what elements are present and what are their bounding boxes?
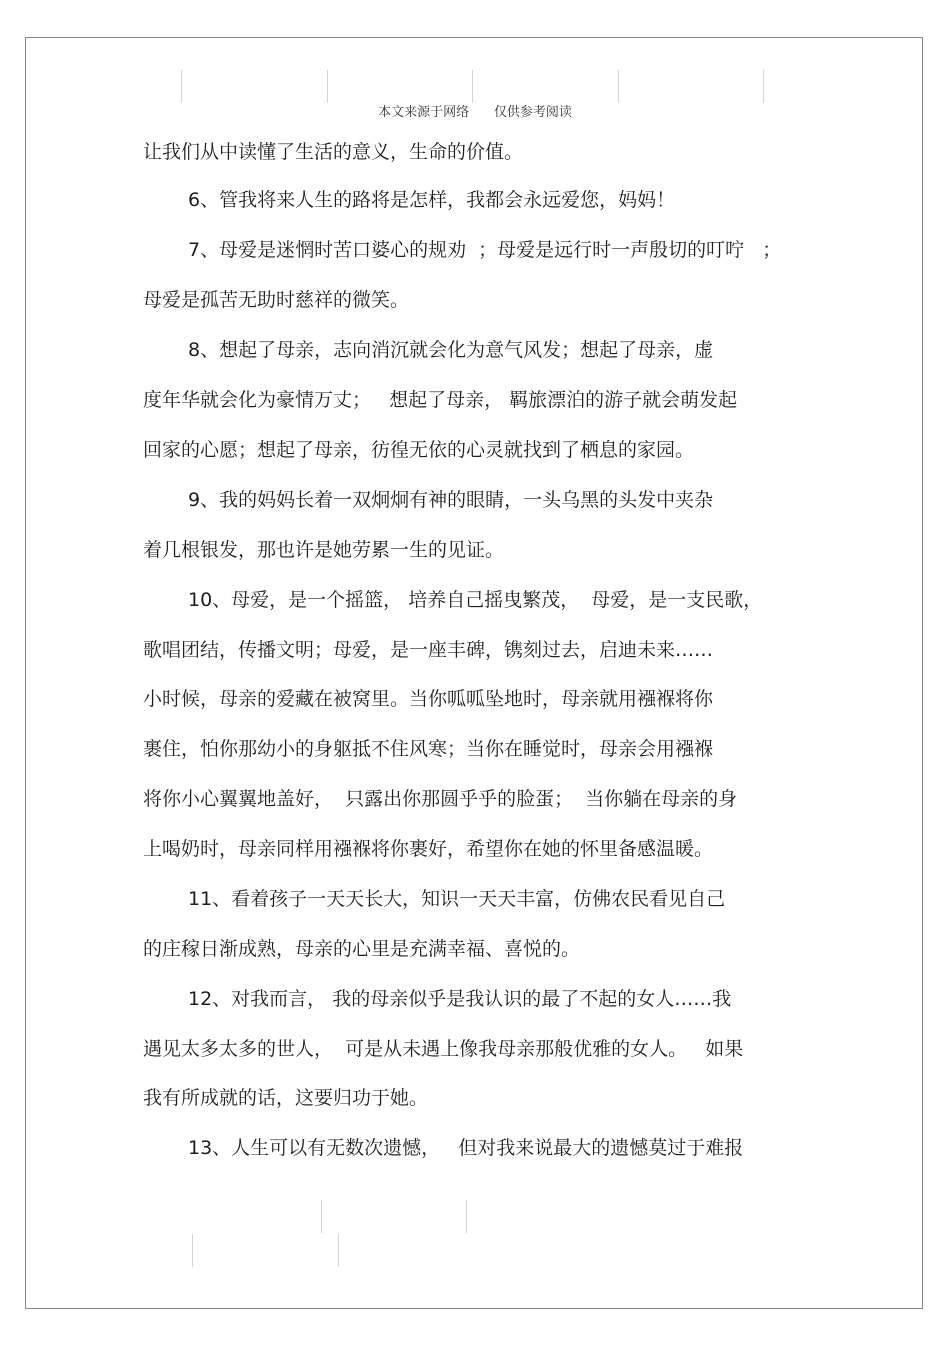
text-line: 歌唱团结，传播文明；母爱，是一座丰碑，镌刻过去，启迪未来…… [143, 639, 714, 661]
text-line: 上喝奶时，母亲同样用襁褓将你裹好，希望你在她的怀里备感温暖。 [143, 838, 714, 860]
text-line: 裹住，怕你那幼小的身躯抵不住风寒；当你在睡觉时，母亲会用襁褓 [143, 738, 714, 760]
bottom-rule-4 [338, 1234, 339, 1267]
text-line: 12、对我而言， 我的母亲似乎是我认识的最了不起的女人……我 [188, 988, 732, 1010]
text-line: 我有所成就的话，这要归功于她。 [143, 1087, 429, 1109]
source-note: 本文来源于网络 仅供参考阅读 [378, 105, 572, 120]
text-line: 回家的心愿；想起了母亲，彷徨无依的心灵就找到了栖息的家园。 [143, 439, 695, 461]
bottom-rule-3 [192, 1234, 193, 1267]
text-line: 13、人生可以有无数次遗憾， 但对我来说最大的遗憾莫过于难报 [188, 1137, 744, 1159]
top-rule-4 [618, 70, 619, 103]
text-line: 度年华就会化为豪情万丈； 想起了母亲， 羁旅漂泊的游子就会萌发起 [143, 389, 738, 411]
text-line: 11、看着孩子一天天长大，知识一天天丰富，仿佛农民看见自己 [188, 888, 726, 910]
text-line: 9、我的妈妈长着一双炯炯有神的眼睛，一头乌黑的头发中夹杂 [188, 489, 714, 511]
bottom-rule-2 [466, 1200, 467, 1233]
text-line: 6、管我将来人生的路将是怎样，我都会永远爱您，妈妈！ [188, 189, 676, 211]
text-line: 8、想起了母亲，志向消沉就会化为意气风发；想起了母亲，虚 [188, 339, 714, 361]
text-line: 遇见太多太多的世人， 可是从未遇上像我母亲那般优雅的女人。 如果 [143, 1038, 744, 1060]
top-rule-3 [472, 70, 473, 103]
bottom-rule-1 [321, 1200, 322, 1233]
text-line: 让我们从中读懂了生活的意义，生命的价值。 [143, 141, 524, 163]
text-line: 将你小心翼翼地盖好， 只露出你那圆乎乎的脸蛋； 当你躺在母亲的身 [143, 788, 738, 810]
top-rule-5 [763, 70, 764, 103]
text-line: 10、母爱，是一个摇篮， 培养自己摇曳繁茂， 母爱，是一支民歌， [188, 589, 763, 611]
page-border [25, 37, 923, 1309]
top-rule-1 [181, 70, 182, 103]
text-line: 小时候，母亲的爱藏在被窝里。当你呱呱坠地时，母亲就用襁褓将你 [143, 688, 714, 710]
text-line: 7、母爱是迷惘时苦口婆心的规劝 ；母爱是远行时一声殷切的叮咛 ； [188, 239, 782, 261]
text-line: 的庄稼日渐成熟，母亲的心里是充满幸福、喜悦的。 [143, 938, 581, 960]
top-rule-2 [327, 70, 328, 103]
text-line: 母爱是孤苦无助时慈祥的微笑。 [143, 289, 410, 311]
text-line: 着几根银发，那也许是她劳累一生的见证。 [143, 539, 505, 561]
